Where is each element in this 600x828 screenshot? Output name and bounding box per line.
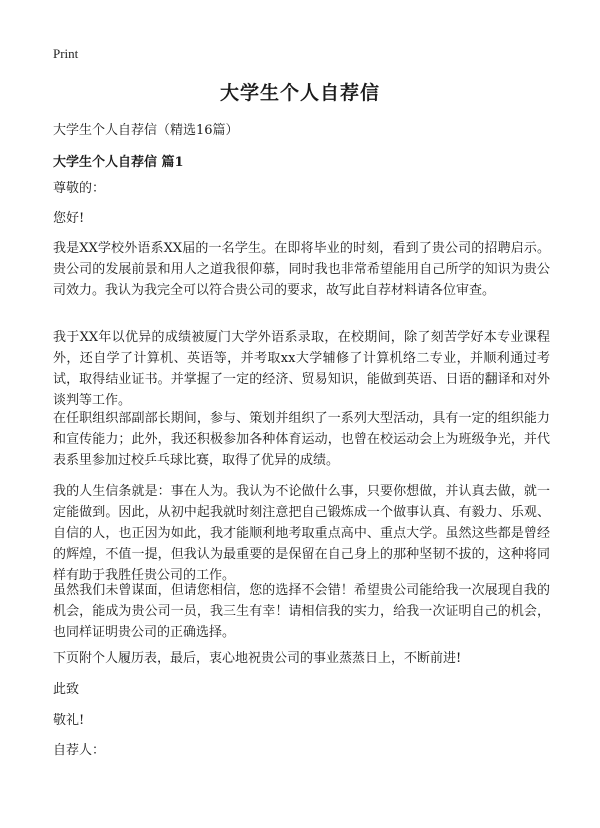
letter-closing: 此致 bbox=[53, 682, 80, 697]
section-heading: 大学生个人自荐信 篇1 bbox=[53, 155, 184, 170]
body-paragraph: 在任职组织部副部长期间，参与、策划并组织了一系列大型活动，具有一定的组织能力和宣传能力；此外，我还积极参加各种体育运动，也曾在校运动会上为班级争光，并代表系里参加过校乒乓球比赛，取得了优异的成绩。 bbox=[53, 411, 550, 468]
letter-signature: 自荐人： bbox=[53, 743, 106, 758]
body-paragraph: 我的人生信条就是：事在人为。我认为不论做什么事，只要你想做，并认真去做，就一定能做到。因此，从初中起我就时刻注意把自己锻炼成一个做事认真、有毅力、乐观、自信的人，也正因为如此，我才能顺利地考取重点高中、重点大学。虽然这些都是曾经的辉煌，不值一提，但我认为最重要的是保留在自己身上的那种坚韧不拔的，这种将同样有助于我胜任贵公司的工作。 bbox=[53, 484, 550, 583]
letter-closing-salute: 敬礼! bbox=[53, 713, 85, 728]
letter-greeting: 您好! bbox=[53, 211, 85, 226]
body-paragraph: 我于XX年以优异的成绩被厦门大学外语系录取，在校期间，除了刻苦学好本专业课程外，还自学了计算机、英语等，并考取xx大学辅修了计算机络二专业，并顺利通过考试，取得结业证书。并掌握了一定的经济、贸易知识，能做到英语、日语的翻译和对外谈判等工作。 bbox=[53, 330, 550, 408]
letter-salutation: 尊敬的： bbox=[53, 181, 106, 196]
body-paragraph: 我是XX学校外语系XX届的一名学生。在即将毕业的时刻，看到了贵公司的招聘启示。贵公司的发展前景和用人之道我很仰慕，同时我也非常希望能用自己所学的知识为贵公司效力。我认为我完全可以符合贵公司的要求，故写此自荐材料请各位审查。 bbox=[53, 241, 550, 298]
document-subtitle: 大学生个人自荐信（精选16篇） bbox=[53, 123, 239, 138]
body-paragraph: 虽然我们未曾谋面，但请您相信，您的选择不会错！希望贵公司能给我一次展现自我的机会，能成为贵公司一员，我三生有幸！请相信我的实力，给我一次证明自己的机会，也同样证明贵公司的正确选择。 bbox=[53, 583, 550, 640]
print-link[interactable]: Print bbox=[53, 46, 79, 61]
page-title: 大学生个人自荐信 bbox=[219, 82, 380, 104]
body-paragraph: 下页附个人履历表，最后，衷心地祝贵公司的事业蒸蒸日上，不断前进! bbox=[53, 651, 462, 666]
